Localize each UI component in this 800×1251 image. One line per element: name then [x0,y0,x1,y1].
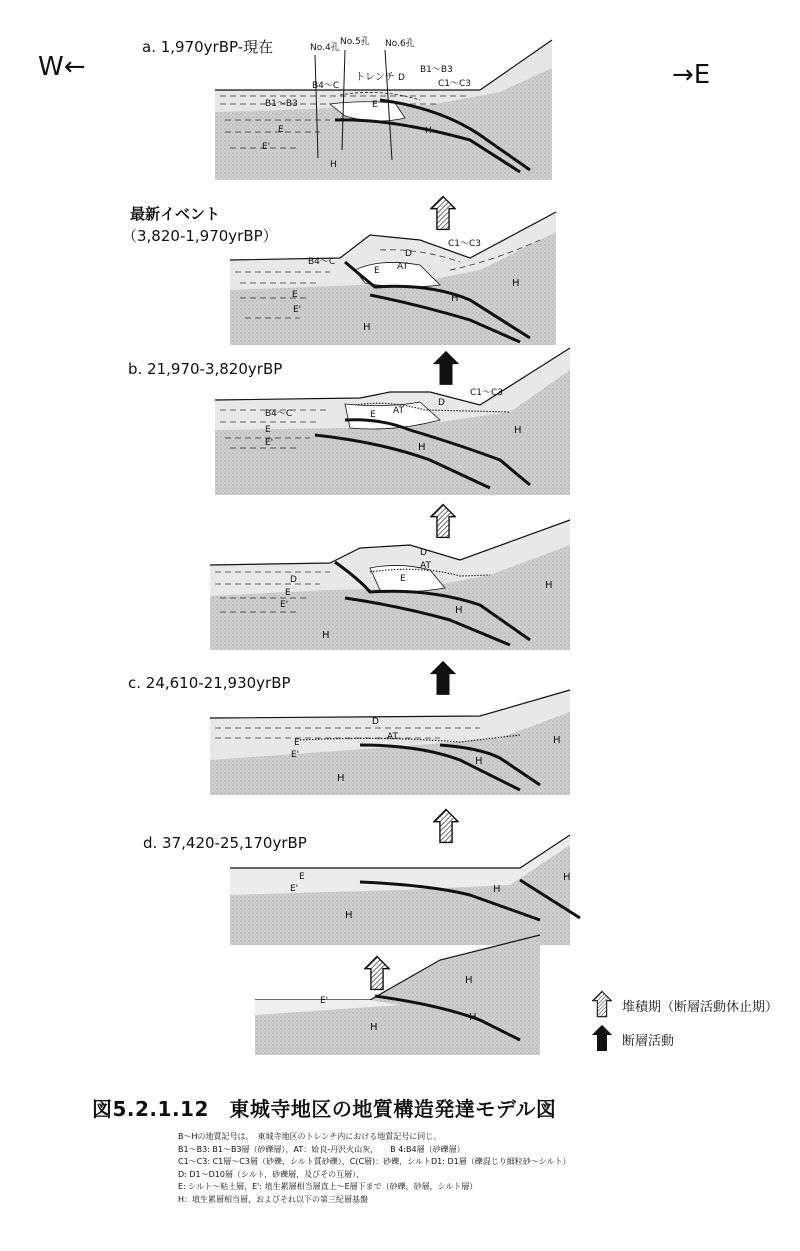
panel-d2-label: H [465,975,473,986]
note-line: B1～B3: B1～B3層（砂礫層），AT：姶良-丹沢火山灰， B 4:B4層（砂礫層） [178,1144,465,1154]
panel-a-label: No.6孔 [385,39,415,49]
panel-a-label: B4～C [312,81,340,91]
figure-caption: 図5.2.1.12 東城寺地区の地質構造発達モデル図 [92,1097,557,1121]
panel-a-title: a. 1,970yrBP-現在 [142,38,274,56]
note-line: C1～C3: C1層～C3層（砂礫，シルト質砂礫），C(C層)：砂礫，シルトD1: D1層（礫混じり細粒砂～シルト） [178,1157,571,1167]
panel-b2-label: H [322,630,330,641]
latest-label: E [374,266,380,276]
panel-a-label: E [278,125,284,135]
panel-b2-label: D [290,575,297,585]
panel-a-label: B1～B3 [265,99,298,109]
deposition-arrow-icon [431,505,455,538]
legend-faulting-icon [593,1025,612,1050]
section-b2 [210,520,570,650]
panel-a-label: B1～B3 [420,65,453,75]
panel-b-label: H [418,442,426,453]
panel-c-label: E [294,738,300,748]
section-c [210,690,570,795]
latest-label: H [363,322,371,333]
panel-b-label: E [265,425,271,435]
panel-b-label: AT [393,406,404,416]
legend-deposition-icon [593,991,612,1016]
panel-b-label: D [438,398,445,408]
panel-d2-label: E' [320,996,329,1006]
panel-b-label: E [370,410,376,420]
note-line: E: シルト～粘土層，E': 埴生累層相当層直上～E層下まで（砂礫，砂層，シルト層） [178,1182,478,1192]
panel-c-label: AT [387,732,398,742]
panel-b2-label: E [400,574,406,584]
note-line: D: D1～D10層（シルト，砂礫層，及びその互層）， [178,1169,365,1179]
panel-b2-label: H [455,605,463,616]
panel-a-label: H [425,126,432,136]
panel-a-label: H [330,160,337,170]
latest-label: H [451,293,459,304]
deposition-arrow-icon [434,810,458,843]
panel-a-label: No.4孔 [310,43,340,53]
east-direction: →E [672,60,711,90]
panel-d2-label: H [370,1022,378,1033]
panel-c-label: H [337,773,345,784]
panel-d-label: E [299,872,305,882]
panel-b2-label: D [420,548,427,558]
section-a [215,40,552,180]
deposition-arrow-icon [431,197,455,230]
west-direction: W← [38,52,86,82]
section-latest [230,212,556,345]
latest-label: B4～C [308,257,336,267]
deposition-arrow-icon [365,957,389,990]
panel-b2-label: H [545,580,553,591]
latest-label: C1～C3 [448,239,482,249]
note-line: B～Hの地質記号は， 東城寺地区のトレンチ内における地質記号に同じ。 [178,1132,442,1141]
legend-notes [178,1131,571,1207]
panel-a-label: トレンチ [355,72,395,83]
latest-label: E' [293,305,302,315]
panel-d-label: H [563,872,571,883]
panel-b2-label: E [285,588,291,598]
panel-b-label: C1～C3 [470,388,504,398]
latest-label: H [512,278,520,289]
panel-a-label: C1～C3 [438,79,472,89]
panel-c-label: E' [291,750,300,760]
faulting-arrow-icon [431,662,455,695]
panel-d-label: E' [290,884,299,894]
panel-b2-label: E' [280,600,289,610]
section-d2 [255,935,540,1055]
latest-label: D [405,249,412,259]
panel-a-label: E' [262,142,271,152]
panel-a-label: D [398,73,405,83]
panel-b-label: H [514,425,522,436]
panel-a-label: No.5孔 [340,37,370,47]
panel-b-label: E' [265,438,274,448]
legend-deposition-label: 堆積期（断層活動休止期） [622,1000,779,1015]
latest-label: E [292,290,298,300]
panel-b-label: B4～C [265,409,293,419]
faulting-arrow-icon [434,352,458,385]
panel-d-title: d. 37,420-25,170yrBP [143,834,307,852]
panel-d-label: H [493,884,501,895]
panel-c-label: D [372,717,379,727]
panel-b-title: b. 21,970-3,820yrBP [128,360,283,378]
latest-event-period: （3,820-1,970yrBP） [122,227,278,245]
panel-c-label: H [553,735,561,746]
panel-c-label: H [475,756,483,767]
panel-a-label: E [372,100,378,110]
panel-b2-label: AT [420,561,431,571]
panel-d-label: H [345,910,353,921]
panel-d2-label: H [469,1012,477,1023]
panel-c-title: c. 24,610-21,930yrBP [128,674,291,692]
latest-label: AT [397,262,408,272]
legend-faulting-label: 断層活動 [622,1034,675,1049]
note-line: H：埴生累層相当層，およびそれ以下の第三紀層基盤 [178,1194,369,1204]
latest-event-title: 最新イベント [130,205,221,223]
